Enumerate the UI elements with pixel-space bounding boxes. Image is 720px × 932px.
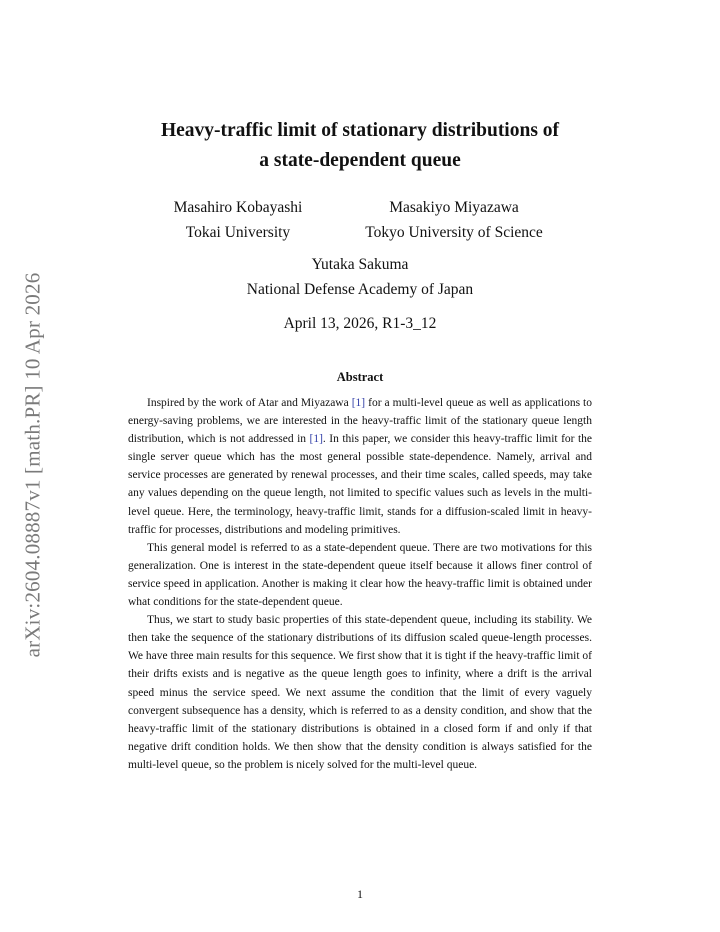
author-affiliation: National Defense Academy of Japan [246, 281, 474, 298]
abstract-heading: Abstract [336, 370, 384, 384]
citation-link[interactable]: [1] [351, 397, 366, 409]
abstract-text: for a multi-level queue as well as applications to energy-saving problems, we are interested in the heavy-traffic limit of the stationary queue length distribution, which is not addressed in [128, 397, 593, 446]
author-name: Yutaka Sakuma [311, 256, 409, 273]
page-number: 1 [357, 887, 363, 901]
citation-link[interactable]: [1] [309, 433, 323, 446]
abstract-body [128, 394, 592, 774]
paper-title [100, 116, 620, 176]
abstract-text: . In this paper, we consider this heavy-traffic limit for the single server queue which has the most general possible state-dependence. Namely, arrival and service processes are generated by renewal processes, and their time scales, called speeds, may take any values depending on the queue length, not limited to specific values such as levels in the multi-level queue. Here, the terminology, heavy-traffic limit, stands for a diffusion-scaled limit in heavy-traffic for processes, distributions and modeling primitives. [128, 433, 592, 536]
abstract-text: Inspired by the work of Atar and Miyazawa [147, 397, 352, 409]
author-name: Masahiro Kobayashi [173, 199, 303, 216]
title-line-2: a state-dependent queue [259, 150, 461, 171]
author-block-2 [334, 195, 574, 245]
abstract-paragraph-2: This general model is referred to as a state-dependent queue. There are two motivations for this generalization. One is interest in the state-dependent queue itself because it allows finer control of service speed in application. Another is making it clear how the heavy-traffic limit is obtained under what conditions for the state-dependent queue. [128, 541, 592, 609]
arxiv-identifier: arXiv:2604.08887v1 [math.PR] 10 Apr 2026 [20, 272, 45, 658]
author-affiliation: Tokyo University of Science [365, 224, 543, 241]
title-line-1: Heavy-traffic limit of stationary distributions of [160, 120, 560, 141]
author-affiliation: Tokai University [185, 224, 291, 241]
author-block-1 [138, 195, 338, 245]
paper-date: April 13, 2026, R1-3_12 [283, 315, 437, 332]
abstract-paragraph-3: Thus, we start to study basic properties of this state-dependent queue, including its stability. We then take the sequence of the stationary distributions of its diffusion scaled queue-length processes. We have three main results for this sequence. We first show that it is tight if the heavy-traffic limit of their drifts exists and is negative as the queue length goes to infinity, where a drift is the arrival speed minus the service speed. We next assume the condition that the limit of every vaguely convergent subsequence has a density, which is referred to as a density condition, and show that the heavy-traffic limit of the stationary distributions is obtained in a closed form if and only if that negative drift condition holds. We then show that the density condition is always satisfied for the multi-level queue, so the problem is nicely solved for the multi-level queue. [128, 614, 592, 771]
abstract-paragraph-1 [128, 394, 592, 539]
author-name: Masakiyo Miyazawa [389, 199, 519, 216]
author-block-3 [160, 252, 560, 302]
